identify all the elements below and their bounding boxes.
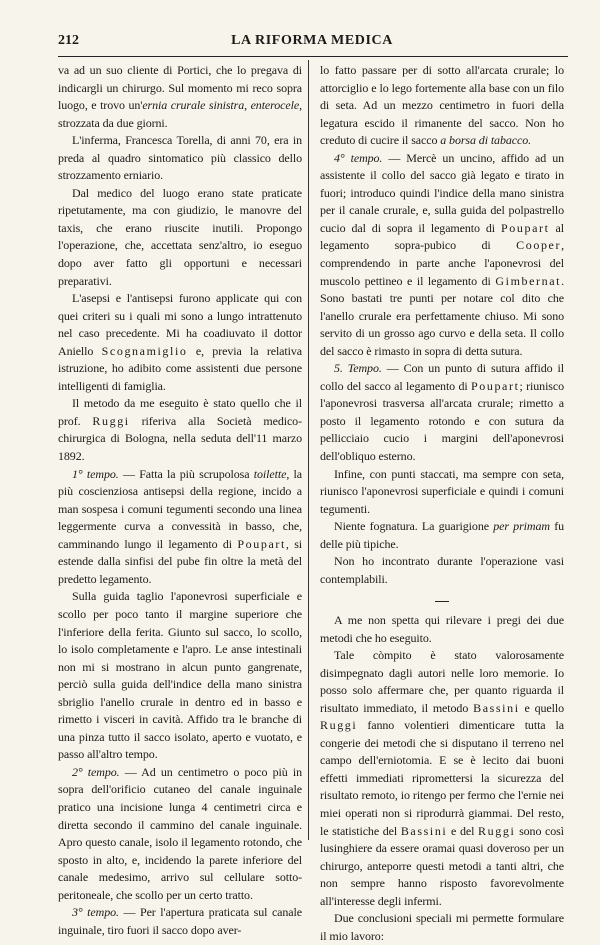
paragraph-third-stage: 3° tempo. — Per l'apertura praticata sul canale inguinale, tiro fuori il sacco dopo aver-: [58, 905, 302, 937]
page-number: 212: [58, 33, 79, 48]
header-rule: [58, 56, 568, 57]
paragraph: L'asepsi e l'antisepsi furono applicate qui con quei criteri su i quali mi sono a lungo intrattenuto nel caso precedente. Mi ha coadiuvato il dottor Aniello Scognamiglio e, previa la relativa istruzione, ho adibito come assistenti due persone intelligenti di famiglia.: [58, 291, 302, 393]
paragraph-first-stage: 1° tempo. — Fatta la più scrupolosa toilette, la più coscienziosa antisepsi della regione, incido a man sospesa i comuni tegumenti secondo una linea leggermente curva a convessità in basso, che, camminando lungo il legamento di Poupart, si estende dalla sinfisi del pube fin oltre la metà del predetto legamento.: [58, 466, 303, 586]
paragraph: va ad un suo cliente di Portici, che lo pregava di indicargli un chirurgo. Sul momento mi reco sopra luogo, e trovo un'ernia crurale sinistra, enterocele, strozzata da due giorni.: [58, 63, 302, 130]
page-header: [58, 33, 566, 53]
left-column: [58, 62, 302, 939]
paragraph-fourth-stage: 4° tempo. — Mercè un uncino, affido ad un assistente il collo del sacco già legato e tirato in fuori; introduco quindi l'indice della mano sinistra per il canale crurale, e, sulla guida del polpastrello cucio dal di sopra il legamento di Poupart al legamento sopra-pubico di Cooper, comprendendo in parte anche l'aponevrosi del muscolo pettineo e il legamento di Gimbernat. Sono bastati tre punti per notare col dito che l'anello crurale era perfettamente chiuso. Mi sono servito di un grosso ago curvo e della seta. Il collo del sacco è rimasto in sopra di detta sutura.: [320, 150, 564, 358]
paragraph: A me non spetta qui rilevare i pregi dei due metodi che ho eseguito.: [320, 612, 564, 645]
paragraph-fifth-stage: 5. Tempo. — Con un punto di sutura affido il collo del sacco al legamento di Poupart; riunisco l'aponevrosi trasversa all'arcata crurale; rimetto a posto il legamento rotondo e con sutura da pellicciaio cucio i margini dell'aponevrosi dell'obliquo esterno.: [320, 361, 564, 464]
paragraph: Il metodo da me eseguito è stato quello che il prof. Ruggi riferiva alla Società medico-chirurgica di Bologna, nella seduta dell'11 marzo 1892.: [58, 396, 302, 464]
paragraph: lo fatto passare per di sotto all'arcata crurale; lo attorciglio e lo lego fortemente alla base con un filo di seta. Ad un mezzo centimetro in fuori della legatura escido il rimanente del sacco. Non ho creduto di cucire il sacco a borsa di tabacco.: [320, 63, 564, 148]
paragraph: Due conclusioni speciali mi permette formulare il mio lavoro:: [320, 911, 564, 943]
journal-title: LA RIFORMA MEDICA: [231, 33, 393, 48]
column-divider: [308, 60, 309, 840]
right-column: [320, 62, 564, 945]
paragraph: Niente fognatura. La guarigione per primam fu delle più tipiche.: [320, 519, 564, 551]
paragraph: Tale còmpito è stato valorosamente disimpegnato dagli autori nelle loro memorie. Io posso solo affermare che, per quanto riguarda il risultato immediato, il metodo Bassini e quello Ruggi fanno volentieri dimenticare tutta la congerie dei metodi che si disputano il terreno nel campo dell'erniotomia. E se è lecito dai buoni effetti immediati ripromettersi la sicurezza del risultato remoto, io ritengo per fermo che l'ernie nei miei operati non si riprodurrà giammai. Del resto, le statistiche del Bassini e del Ruggi sono così lusinghiere da essere oramai quasi doveroso per un chirurgo, anteporre questi metodi a tanti altri, che non sempre hanno risposto favorevolmente all'interesse degli infermi.: [320, 648, 564, 908]
paragraph: Infine, con punti staccati, ma sempre con seta, riunisco l'aponevrosi superficiale e quindi i comuni tegumenti.: [320, 466, 564, 516]
section-separator: [320, 592, 564, 610]
paragraph: Non ho incontrato durante l'operazione vasi contemplabili.: [320, 554, 564, 586]
paragraph: L'inferma, Francesca Torella, di anni 70, era in preda al quadro sintomatico più classico dello strozzamento erniario.: [58, 133, 302, 183]
paragraph: Sulla guida taglio l'aponevrosi superficiale e scollo per poco tanto il margine superiore che l'inferiore della ferita. Giunto sul sacco, lo scollo, lo isolo completamente e l'apro. Le anse intestinali non mi si mostrano in alcun punto gangrenate, perciò sulla guida dell'indice della mano sinistra sbriglio l'anello crurale in dentro ed in basso e rimetto i visceri in cavità. Affido tra le branche di una pinza tutto il sacco isolato, aperto e vuotato, e passo all'altro tempo.: [58, 589, 302, 762]
paragraph-second-stage: 2° tempo. — Ad un centimetro o poco più in sopra dell'orificio cutaneo del canale inguinale pratico una incisione lunga 4 centimetri circa e diretta secondo il cammino del canale inguinale. Apro questo canale, isolo il legamento rotondo, che sposto in alto, e, incidendo la parete inferiore del canale medesimo, arrivo sul cellulare sotto-peritoneale, che scollo per un certo tratto.: [58, 764, 302, 902]
paragraph: Dal medico del luogo erano state praticate ripetutamente, ma con giudizio, le manovre del taxis, che erano riuscite inutili. Propongo l'operazione, che, accettata senz'altro, io eseguo dopo aver fatto gli opportuni e necessari preparativi.: [58, 185, 302, 288]
